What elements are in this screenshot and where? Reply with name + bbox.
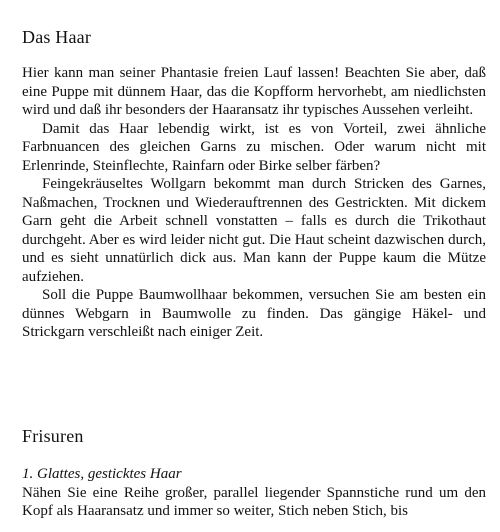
section-title-das-haar: Das Haar	[22, 27, 92, 47]
paragraph-4: Soll die Puppe Baumwollhaar bekommen, versuchen Sie am besten ein dünnes Webgarn in Baumwolle zu finden. Das gängige Häkel- und Strickgarn verschleißt nach einiger Zeit.	[22, 287, 486, 340]
paragraph-3: Feingekräuseltes Wollgarn bekommt man durch Stricken des Garnes, Naßmachen, Trocknen und Wiederauftrennen des Gestrickten. Mit dickem Garn geht die Arbeit schnell vonstatten – falls es durch die Trikothaut durchgeht. Aber es wird leider nicht gut. Die Haut scheint dazwischen durch, und es sieht unnatürlich dick aus. Man kann der Puppe kaum die Mütze aufziehen.	[22, 176, 486, 285]
section-body-frisuren	[22, 465, 486, 521]
subheading-glattes-haar: 1. Glattes, gesticktes Haar	[22, 466, 182, 482]
section-title-frisuren: Frisuren	[22, 426, 84, 446]
paragraph-2: Damit das Haar lebendig wirkt, ist es von Vorteil, zwei ähnliche Farbnuancen des gleichen Garns zu mischen. Oder warum nicht mit Erlenrinde, Steinflechte, Rainfarn oder Birke selber färben?	[22, 120, 486, 174]
section-body-das-haar	[22, 64, 486, 342]
paragraph-5: Nähen Sie eine Reihe großer, parallel liegender Spannstiche rund um den Kopf als Haaransatz und immer so weiter, Stich neben Stich, bis	[22, 484, 486, 519]
paragraph-1: Hier kann man seiner Phantasie freien Lauf lassen! Beachten Sie aber, daß eine Puppe mit dünnem Haar, das die Kopfform hervorhebt, am niedlichsten wird und daß ihr besonders der Haaransatz ihr typisches Aussehen verleiht.	[22, 65, 486, 118]
